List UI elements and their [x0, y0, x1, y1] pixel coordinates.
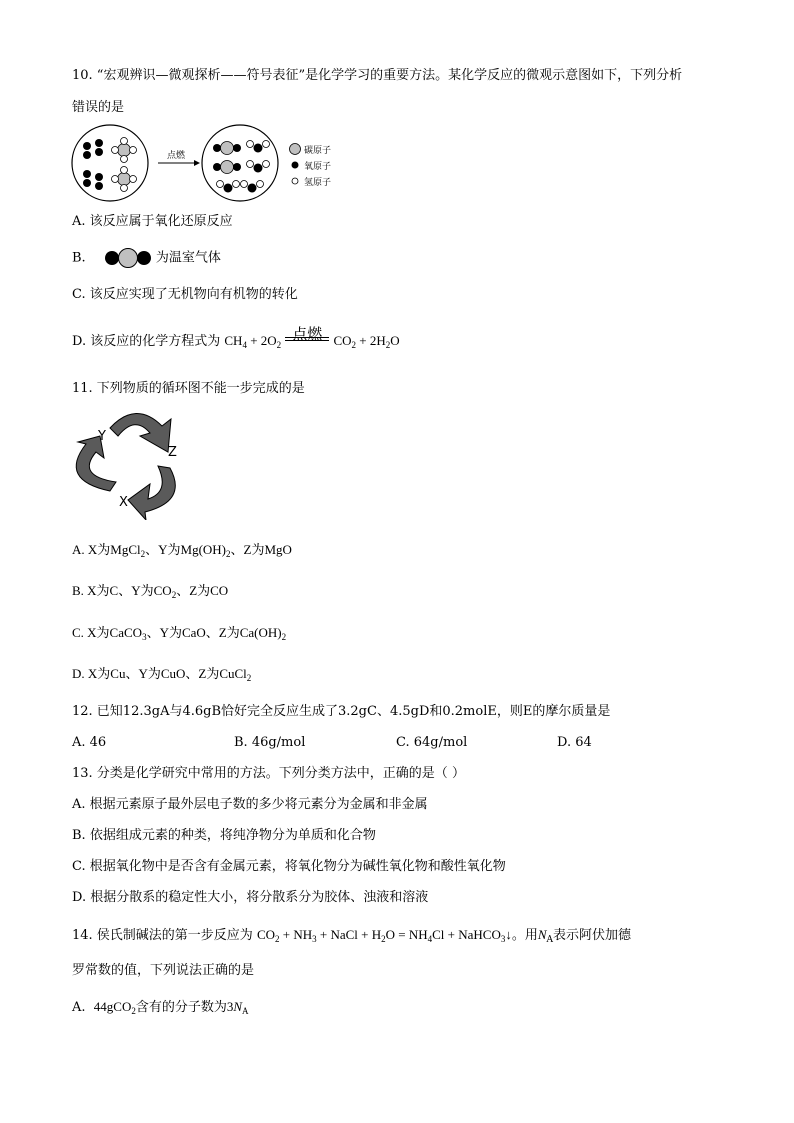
equation-lhs: $CH_4 + 2O_2$ [224, 333, 282, 350]
q14-stem-line2: 罗常数的值，下列说法正确的是 [72, 963, 255, 978]
q11-stem: 11. 下列物质的循环图不能一步完成的是 [72, 381, 305, 396]
option-d-prefix: D. 该反应的化学方程式为 [72, 334, 221, 349]
option-b-text: 为温室气体 [155, 250, 221, 266]
legend [290, 144, 332, 189]
q12-option-a: A. 46 [72, 735, 107, 750]
q10-stem-line1: 10. “宏观辨识—微观探析——符号表征”是化学学习的重要方法。某化学反应的微观示意图如下，下列分析 [72, 68, 683, 83]
carbon-dioxide-model-icon [104, 248, 154, 268]
q11-option-c: C. X为CaCO$_3$、Y为CaO、Z为$Ca(OH)_2$ [72, 625, 287, 642]
q10-option-c: C. 该反应实现了无机物向有机物的转化 [72, 287, 298, 302]
q13-option-a: A. 根据元素原子最外层电子数的多少将元素分为金属和非金属 [72, 797, 428, 812]
q14-option-a: A. 44gCO$_2$含有的分子数为$3N_A$ [72, 999, 249, 1016]
water-molecule [247, 161, 270, 173]
cycle-label-x: X [119, 495, 128, 510]
q14-stem-prefix: 14. 侯氏制碱法的第一步反应为 [72, 928, 253, 943]
q12-option-c: C. 64g/mol [396, 735, 468, 750]
methane-molecule [112, 167, 137, 192]
oxygen-atom-legend-icon [292, 162, 299, 169]
q10-option-b [72, 248, 221, 269]
q13-stem: 13. 分类是化学研究中常用的方法。下列分类方法中，正确的是（ ） [72, 766, 465, 781]
q10-option-d [72, 325, 400, 352]
water-molecule [241, 181, 264, 193]
water-molecule [217, 181, 240, 193]
cycle-arrow-top [110, 413, 171, 452]
q11-cycle-diagram [70, 406, 188, 520]
water-molecule [247, 141, 270, 153]
option-b-prefix: B. [72, 250, 86, 266]
oxygen-molecule [95, 173, 103, 190]
q11-option-b: B. X为C、Y为$CO_2$、Z为CO [72, 583, 229, 600]
q13-option-c: C. 根据氧化物中是否含有金属元素，将氧化物分为碱性氧化物和酸性氧化物 [72, 859, 506, 874]
q11-option-d: D. X为Cu、Y为CuO、Z为CuCl$_2$ [72, 666, 252, 683]
carbon-dioxide-molecule [213, 161, 241, 174]
q11-option-a: A. X为MgCl$_2$、Y为$Mg(OH)_2$、Z为MgO [72, 542, 292, 559]
q10-option-a: A. 该反应属于氧化还原反应 [72, 214, 233, 229]
q12-option-d: D. 64 [557, 735, 592, 750]
oxygen-molecule [83, 170, 91, 187]
carbon-dioxide-molecule [213, 142, 241, 155]
legend-oxygen-label: 氧原子 [304, 162, 332, 172]
q14-stem-line1 [72, 925, 631, 946]
q13-option-b: B. 依据组成元素的种类，将纯净物分为单质和化合物 [72, 828, 376, 843]
methane-molecule [112, 138, 137, 163]
legend-carbon-label: 碳原子 [304, 146, 332, 156]
q10-stem-line2: 错误的是 [72, 100, 125, 115]
cycle-label-y: Y [98, 429, 106, 444]
q14-equation: $CO_2 + NH_3$ + NaCl + $H_2O = NH_4Cl$ + NaHCO$_3$↓ [256, 927, 512, 944]
q10-reaction-diagram [70, 122, 370, 204]
reaction-condition: 点燃 [285, 332, 329, 352]
cycle-arrow-right [128, 466, 175, 520]
legend-hydrogen-label: 氢原子 [304, 178, 332, 188]
hydrogen-atom-legend-icon [292, 178, 298, 184]
oxygen-molecule [83, 142, 91, 159]
q12-stem: 12. 已知12.3gA与4.6gB恰好完全反应生成了3.2gC、4.5gD和0.2molE，则E的摩尔质量是 [72, 704, 611, 719]
oxygen-molecule [95, 139, 103, 156]
carbon-atom-legend-icon [290, 144, 301, 155]
arrow-label: 点燃 [166, 151, 186, 161]
q12-option-b: B. 46g/mol [234, 735, 306, 750]
cycle-arrow-left [76, 436, 116, 491]
cycle-label-z: Z [168, 445, 177, 460]
q14-stem-suffix: 。用$N_A$表示阿伏加德 [511, 927, 632, 945]
q13-option-d: D. 根据分散系的稳定性大小，将分散系分为胶体、浊液和溶液 [72, 890, 429, 905]
equation-rhs: $CO_2 + 2H_2O$ [333, 333, 400, 350]
